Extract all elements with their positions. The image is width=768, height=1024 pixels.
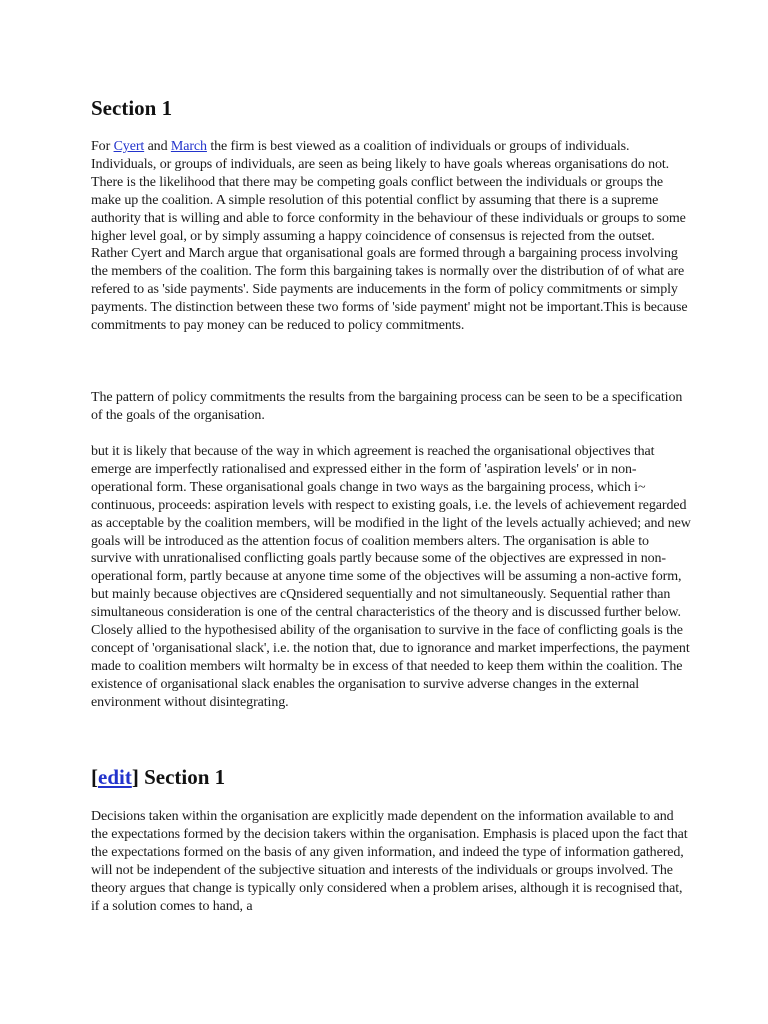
section-title: Section 1: [138, 765, 226, 789]
paragraph-text: the firm is best viewed as a coalition of individuals or groups of individuals. Individuals, or groups of individuals, are seen as being likely to have goals whereas organisations do not. There is the likelihood that there may be competing goals conflict between the individuals or groups the make up the coalition. A simple resolution of this potential conflict by assuming that there is a supreme authority that is willing and able to force conformity in the behaviour of these individuals or groups to some higher level goal, or by simply assuming a happy coincidence of consensus is rejected from the outset. Rather Cyert and March argue that organisational goals are formed through a bargaining process involving the members of the coalition. The form this bargaining takes is normally over the distribution of of what are refered to as 'side payments'. Side payments are inducements in the form of policy commitments or simply payments. The distinction between these two forms of 'side payment' might not be important.This is because commitments to pay money can be reduced to policy commitments.: [91, 139, 688, 334]
bracket-open: [: [91, 765, 98, 789]
paragraph-text: For: [91, 139, 114, 154]
paragraph-policy-commitments: The pattern of policy commitments the results from the bargaining process can be seen to be a specification of the goals of the organisation.: [91, 390, 683, 423]
edit-link[interactable]: edit: [98, 765, 132, 789]
paragraph-text: and: [144, 139, 171, 154]
paragraph-organisational-slack: but it is likely that because of the way in which agreement is reached the organisational objectives that emerge are imperfectly rationalised and expressed either in the form of 'aspiration levels' or in non-operational form. These organisational goals change in two ways as the bargaining process, which i~ continuous, proceeds: aspiration levels with respect to existing goals, i.e. the levels of achievement regarded as acceptable by the coalition members, will be modified in the light of the levels actually achieved; and new goals will be introduced as the attention focus of coalition members alters. The organisation is able to survive with unrationalised conflicting goals partly because some of the objectives are expressed in non-operational form, partly because at anyone time some of the objectives will be assuming a non-active form, but mainly because objectives are cQnsidered sequentially and not simultaneously. Sequential rather than simultaneous consideration is one of the central characteristics of the theory and is discussed further below. Closely allied to the hypothesised ability of the organisation to survive in the face of conflicting goals is the concept of 'organisational slack', i.e. the notion that, due to ignorance and market imperfections, the payment made to coalition members wilt hormalty be in excess of that needed to keep them within the coalition. The existence of organisational slack enables the organisation to survive adverse changes in the external environment without disintegrating.: [91, 444, 691, 710]
section-heading-with-edit: [91, 764, 225, 790]
section-heading: Section 1: [91, 96, 173, 120]
link-march[interactable]: March: [170, 139, 207, 154]
link-cyert[interactable]: Cyert: [113, 139, 145, 154]
bracket-close: ]: [131, 765, 139, 789]
paragraph-coalition: [91, 138, 691, 335]
paragraph-decisions: Decisions taken within the organisation are explicitly made dependent on the information available to and the expectations formed by the decision takers within the organisation. Emphasis is placed upon the fact that the expectations formed on the basis of any given information, and indeed the type of information gathered, will not be independent of the subjective situation and interests of the individuals or groups involved. The theory argues that change is typically only considered when a problem arises, although it is recognised that, if a solution comes to hand, a: [91, 809, 688, 914]
